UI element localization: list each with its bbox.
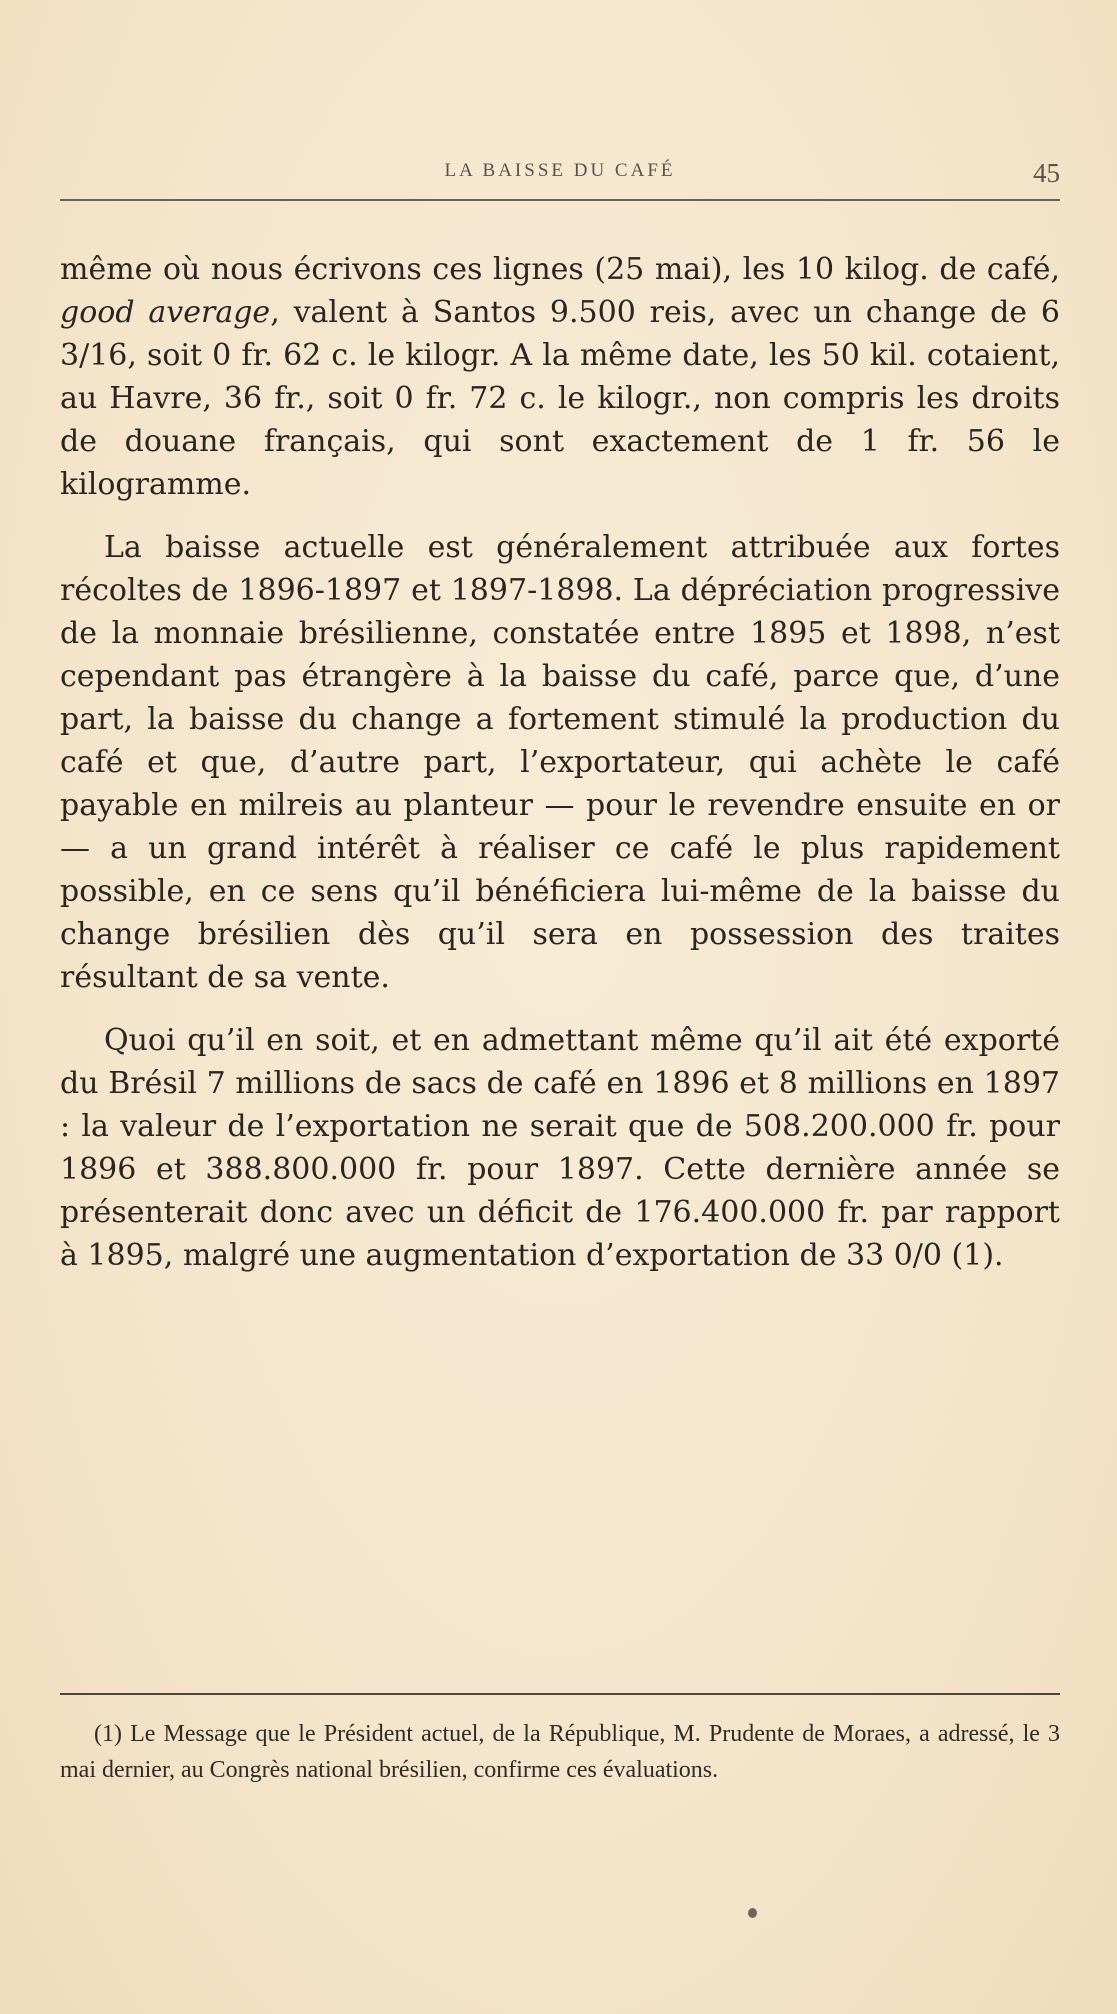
paragraph-continued xyxy=(60,248,1060,506)
italic-term: good average xyxy=(60,295,271,330)
footnote xyxy=(60,1716,1060,1788)
running-header xyxy=(60,158,1060,198)
footnote-text: (1) Le Message que le Président actuel, de la République, M. Prudente de Moraes, a adressé, le 3 mai dernier, au Congrès national brésilien, confirme ces évaluations. xyxy=(60,1721,1060,1783)
paragraph-2: La baisse actuelle est généralement attribuée aux fortes récoltes de 1896-1897 et 1897-1898. La dépréciation progressive de la monnaie brésilienne, constatée entre 1895 et 1898, n’est cependant pas étrangère à la baisse du café, parce que, d’une part, la baisse du change a fortement stimulé la production du café et que, d’autre part, l’exportateur, qui achète le café payable en milreis au planteur — pour le revendre ensuite en or — a un grand intérêt à réaliser ce café le plus rapidement possible, en ce sens qu’il bénéficiera lui-même de la baisse du change brésilien dès qu’il sera en possession des traites résultant de sa vente. xyxy=(60,530,1060,995)
paragraph-1-start: même où nous écrivons ces lignes (25 mai), les 10 kilog. de café, xyxy=(60,252,1060,287)
header-rule xyxy=(60,199,1060,201)
paragraph-1-end: , valent à Santos 9.500 reis, avec un change de 6 3/16, soit 0 fr. 62 c. le kilogr. A la même date, les 50 kil. cotaient, au Havre, 36 fr., soit 0 fr. 72 c. le kilogr., non compris les droits de douane français, qui sont exactement de 1 fr. 56 le kilogramme. xyxy=(60,295,1061,502)
ink-speck xyxy=(748,1908,757,1918)
body-text xyxy=(60,248,1060,1277)
page-number: 45 xyxy=(1033,158,1060,188)
running-title: LA BAISSE DU CAFÉ xyxy=(444,160,676,181)
paragraph-3: Quoi qu’il en soit, et en admettant même qu’il ait été exporté du Brésil 7 millions de sacs de café en 1896 et 8 millions en 1897 : la valeur de l’exportation ne serait que de 508.200.000 fr. pour 1896 et 388.800.000 fr. pour 1897. Cette dernière année se présenterait donc avec un déficit de 176.400.000 fr. par rapport à 1895, malgré une augmentation d’exportation de 33 0/0 (1). xyxy=(60,1023,1060,1273)
footnote-rule xyxy=(60,1693,1060,1695)
book-page xyxy=(60,0,1060,2014)
